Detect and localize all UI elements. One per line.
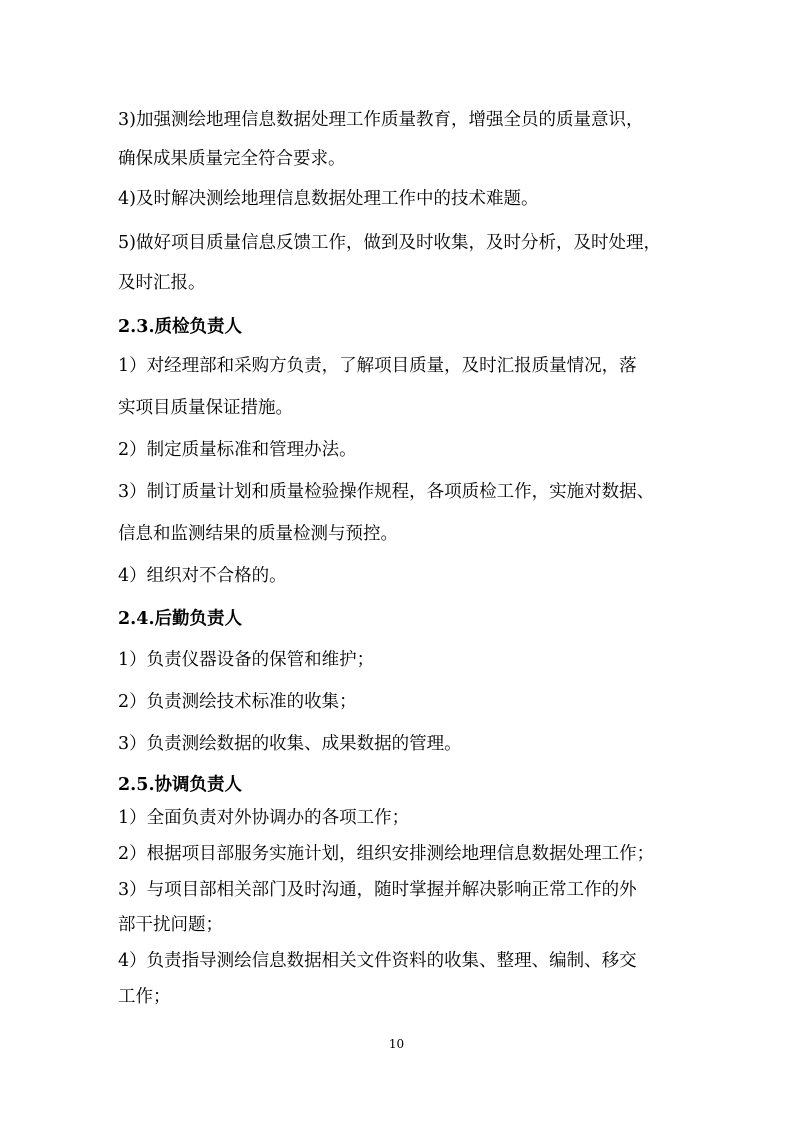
paragraph-line: 及时汇报。 xyxy=(118,273,206,293)
paragraph-line: 部干扰问题； xyxy=(118,915,223,935)
section-heading: 2.4.后勤负责人 xyxy=(118,609,243,629)
paragraph-line: 2）制定质量标准和管理办法。 xyxy=(118,440,357,460)
paragraph-line: 4）负责指导测绘信息数据相关文件资料的收集、整理、编制、移交 xyxy=(118,951,637,971)
paragraph-line: 5)做好项目质量信息反馈工作，做到及时收集，及时分析，及时处理， xyxy=(118,233,661,253)
paragraph-line: 1）全面负责对外协调办的各项工作； xyxy=(118,808,410,828)
paragraph-line: 3）负责测绘数据的收集、成果数据的管理。 xyxy=(118,734,462,754)
paragraph-line: 4）组织对不合格的。 xyxy=(118,566,287,586)
page-number: 10 xyxy=(388,1037,405,1051)
paragraph-line: 2）负责测绘技术标准的收集； xyxy=(118,692,357,712)
paragraph-line: 实项目质量保证措施。 xyxy=(118,398,293,418)
paragraph-line: 工作； xyxy=(118,987,171,1007)
paragraph-line: 2）根据项目部服务实施计划，组织安排测绘地理信息数据处理工作； xyxy=(118,844,655,864)
paragraph-line: 3)加强测绘地理信息数据处理工作质量教育，增强全员的质量意识， xyxy=(118,110,644,130)
paragraph-line: 4)及时解决测绘地理信息数据处理工作中的技术难题。 xyxy=(118,189,539,209)
paragraph-line: 1）负责仪器设备的保管和维护； xyxy=(118,650,375,670)
paragraph-line: 确保成果质量完全符合要求。 xyxy=(118,149,346,169)
paragraph-line: 1）对经理部和采购方负责，了解项目质量，及时汇报质量情况，落 xyxy=(118,356,637,376)
paragraph-line: 3）与项目部相关部门及时沟通，随时掌握并解决影响正常工作的外 xyxy=(118,880,637,900)
paragraph-line: 信息和监测结果的质量检测与预控。 xyxy=(118,524,398,544)
paragraph-line: 3）制订质量计划和质量检验操作规程，各项质检工作，实施对数据、 xyxy=(118,482,655,502)
section-heading: 2.5.协调负责人 xyxy=(118,775,243,795)
section-heading: 2.3.质检负责人 xyxy=(118,317,243,337)
